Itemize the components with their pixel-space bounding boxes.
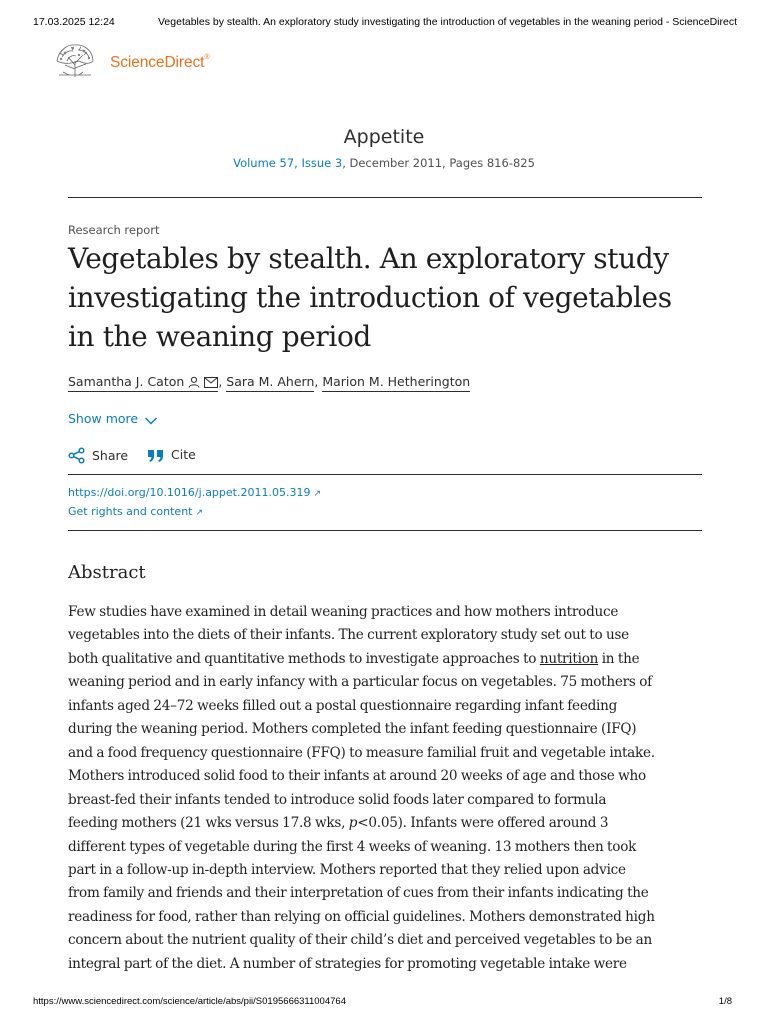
author-link[interactable]: Samantha J. Caton <box>68 374 218 392</box>
abstract-line: readiness for food, rather than relying on official guidelines. Mothers demonstrated high <box>68 908 655 925</box>
journal-volume <box>0 156 768 170</box>
doi-link[interactable]: https://doi.org/10.1016/j.appet.2011.05.319 ↗ <box>68 486 321 499</box>
abstract-text <box>68 601 708 976</box>
abstract-line: during the weaning period. Mothers completed the infant feeding questionnaire (IFQ) <box>68 721 637 738</box>
journal-title[interactable]: Appetite <box>343 126 425 148</box>
author-list <box>68 374 470 389</box>
print-page-number: 1/8 <box>718 996 732 1007</box>
author-link[interactable]: Sara M. Ahern <box>226 374 314 392</box>
abstract-line: infants aged 24–72 weeks filled out a postal questionnaire regarding infant feeding <box>68 697 618 714</box>
abstract-heading: Abstract <box>68 562 146 583</box>
volume-details: , December 2011, Pages 816-825 <box>342 156 535 170</box>
sciencedirect-logo[interactable] <box>53 41 233 81</box>
external-link-icon: ↗ <box>313 489 321 499</box>
print-page-title: Vegetables by stealth. An exploratory study investigating the introduction of vegetables in the weaning period - ScienceDirect <box>158 16 738 28</box>
abstract-line: part in a follow-up in-depth interview. Mothers reported that they relied upon advice <box>68 861 626 878</box>
abstract-line: vegetables into the diets of their infants. The current exploratory study set out to use <box>68 627 629 644</box>
divider <box>68 530 702 531</box>
abstract-line: concern about the nutrient quality of their child’s diet and perceived vegetables to be an <box>68 932 652 949</box>
quote-icon <box>147 448 164 463</box>
article-title-line: investigating the introduction of vegetables <box>68 281 672 314</box>
divider <box>68 197 702 198</box>
article-title <box>68 239 708 356</box>
envelope-icon <box>204 377 218 388</box>
article-title-line: in the weaning period <box>68 320 371 353</box>
author-link[interactable]: Marion M. Hetherington <box>322 374 470 392</box>
share-button[interactable]: Share <box>68 447 128 464</box>
print-datetime: 17.03.2025 12:24 <box>33 16 115 28</box>
abstract-line: Few studies have examined in detail weaning practices and how mothers introduce <box>68 604 619 620</box>
author-separator: , <box>314 374 323 389</box>
rights-link[interactable]: Get rights and content ↗ <box>68 505 204 518</box>
external-link-icon: ↗ <box>195 508 204 518</box>
share-icon <box>68 447 85 464</box>
volume-issue-link[interactable]: Volume 57, Issue 3 <box>233 156 343 170</box>
person-icon <box>188 376 200 388</box>
article-type: Research report <box>68 223 160 237</box>
abstract-line: breast-fed their infants tended to introduce solid foods later compared to formula <box>68 791 607 808</box>
cite-button[interactable]: Cite <box>147 447 196 463</box>
abstract-line: integral part of the diet. A number of strategies for promoting vegetable intake were <box>68 955 627 972</box>
divider <box>68 474 702 475</box>
author-separator: , <box>218 374 227 389</box>
abstract-line: Mothers introduced solid food to their infants at around 20 weeks of age and those who <box>68 768 646 785</box>
abstract-line: different types of vegetable during the first 4 weeks of weaning. 13 mothers then took <box>68 838 637 855</box>
article-title-line: Vegetables by stealth. An exploratory study <box>68 242 669 275</box>
abstract-line: weaning period and in early infancy with a particular focus on vegetables. 75 mothers of <box>68 674 652 691</box>
abstract-line: both qualitative and quantitative methods to investigate approaches to nutrition in the <box>68 650 640 667</box>
sciencedirect-brand: ScienceDirect® <box>110 54 210 71</box>
abstract-line: feeding mothers (21 wks versus 17.8 wks, p<0.05). Infants were offered around 3 <box>68 815 609 832</box>
print-url: https://www.sciencedirect.com/science/article/abs/pii/S0195666311004764 <box>33 996 346 1007</box>
abstract-line: from family and friends and their interpretation of cues from their infants indicating the <box>68 885 649 902</box>
abstract-line: and a food frequency questionnaire (FFQ) to measure familial fruit and vegetable intake. <box>68 744 655 761</box>
chevron-down-icon <box>144 416 158 426</box>
elsevier-tree-icon <box>53 41 97 79</box>
nutrition-topic-link[interactable]: nutrition <box>539 650 599 667</box>
show-more-button[interactable]: Show more <box>68 411 158 426</box>
